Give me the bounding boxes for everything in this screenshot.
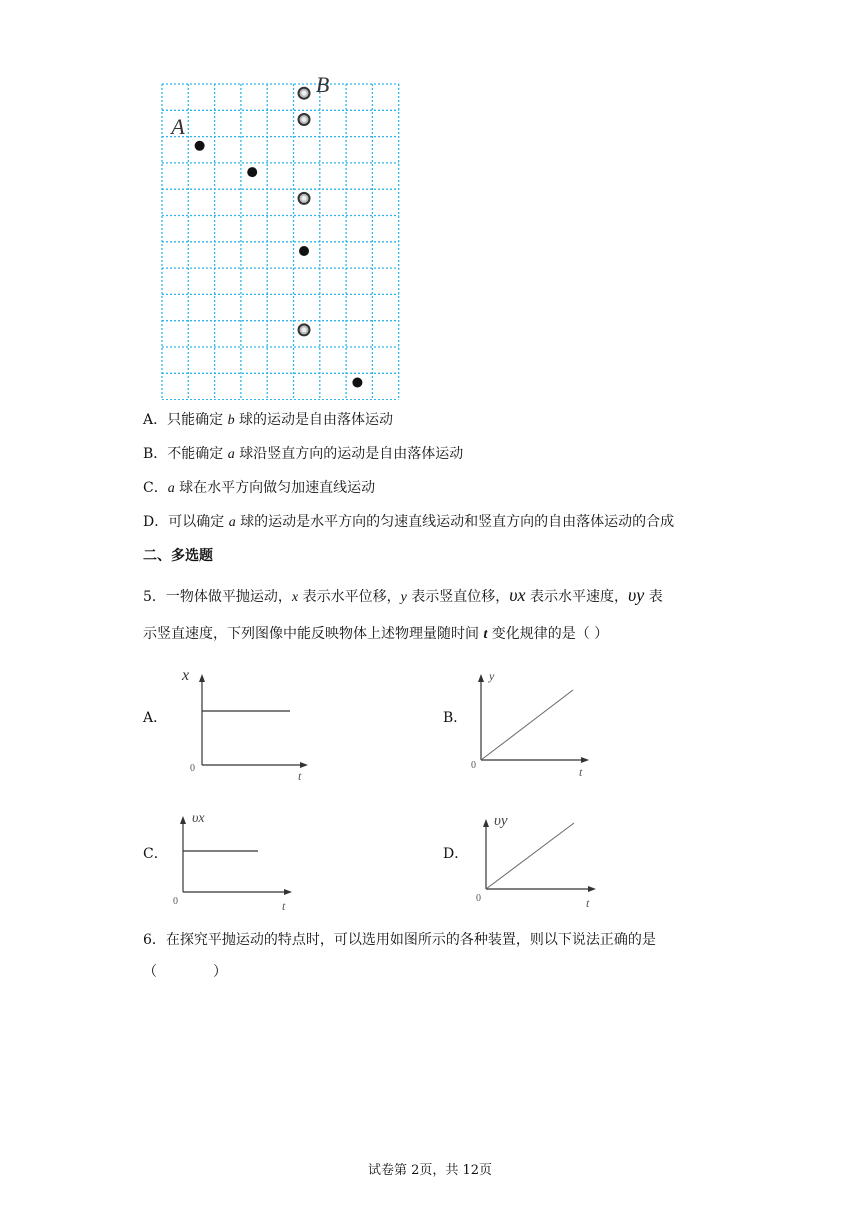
ball-a-icon xyxy=(247,167,257,177)
ball-a-icon xyxy=(299,246,309,256)
option-text-post: 球的运动是自由落体运动 xyxy=(234,412,394,428)
x-axis-arrow xyxy=(284,889,292,895)
option-letter: A． xyxy=(143,412,168,428)
label-a: A xyxy=(171,113,185,139)
graph-c xyxy=(168,800,303,915)
option-text-post: 球沿竖直方向的运动是自由落体运动 xyxy=(234,446,464,462)
q4-option-a xyxy=(143,410,393,431)
graph-b-letter: B． xyxy=(443,710,468,726)
option-letter: C． xyxy=(143,480,168,496)
q5-line-2 xyxy=(143,624,608,645)
option-text-pre: 只能确定 xyxy=(167,412,228,428)
option-text-post: 球的运动是水平方向的匀速直线运动和竖直方向的自由落体运动的合成 xyxy=(235,514,675,530)
option-letter: D． xyxy=(143,514,169,530)
q5-var-x: x xyxy=(291,590,299,605)
q6-line-2: （ ） xyxy=(143,964,227,980)
y-axis-arrow xyxy=(483,819,489,827)
x-axis-label: t xyxy=(579,765,583,779)
q5-text: 表示竖直位移， xyxy=(406,589,510,605)
x-axis-arrow xyxy=(300,762,308,768)
strobe-grid-figure xyxy=(150,70,420,400)
q4-option-b xyxy=(143,444,463,465)
option-var: a xyxy=(228,515,236,530)
option-text-pre: 可以确定 xyxy=(168,514,229,530)
x-axis-label: t xyxy=(282,899,286,913)
x-axis-label: t xyxy=(586,896,590,910)
graph-a xyxy=(170,660,320,785)
y-axis-label: υx xyxy=(192,811,205,826)
ball-b-highlight-icon xyxy=(302,327,307,332)
y-axis-label: y xyxy=(489,669,495,683)
x-axis-arrow xyxy=(581,757,589,763)
option-text-post: 球在水平方向做匀加速直线运动 xyxy=(174,480,376,496)
q5-var-y: y xyxy=(400,590,407,605)
q5-text: 示竖直速度，下列图像中能反映物体上述物理量随时间 xyxy=(143,626,484,642)
y-axis-arrow xyxy=(180,816,186,824)
q5-var-t: t xyxy=(483,627,488,642)
ball-a-icon xyxy=(195,141,205,151)
q5-line-1 xyxy=(143,585,663,608)
grid-svg xyxy=(150,70,420,400)
q5-text: 表示水平速度， xyxy=(525,589,628,605)
ball-b-highlight-icon xyxy=(302,117,307,122)
label-b: B xyxy=(315,71,330,97)
option-var: a xyxy=(227,447,235,462)
origin-label: 0 xyxy=(173,896,178,907)
origin-label: 0 xyxy=(190,763,195,774)
graph-line xyxy=(481,690,573,760)
graph-c-letter: C． xyxy=(143,846,168,862)
x-axis-arrow xyxy=(588,886,596,892)
ball-a-icon xyxy=(352,378,362,388)
ball-b-highlight-icon xyxy=(302,196,307,201)
y-axis-label: υy xyxy=(494,813,508,829)
q5-var-vx: υx xyxy=(509,585,526,605)
q5-text: 表示水平位移， xyxy=(298,589,401,605)
graph-b xyxy=(465,660,595,785)
graph-d-letter: D． xyxy=(443,846,469,862)
q5-text: 5．一物体做平抛运动， xyxy=(143,589,292,605)
option-var: a xyxy=(167,481,175,496)
origin-label: 0 xyxy=(471,760,476,771)
ball-b-highlight-icon xyxy=(302,91,307,96)
q4-option-d xyxy=(143,512,674,533)
q5-text: 表 xyxy=(644,589,663,605)
q5-var-vy: υy xyxy=(627,585,645,605)
y-axis-arrow xyxy=(199,674,205,682)
origin-label: 0 xyxy=(476,893,481,904)
graph-a-letter: A． xyxy=(143,710,168,726)
q5-text: 变化规律的是（ ） xyxy=(487,626,609,642)
page-footer: 试卷第 2页，共 12页 xyxy=(367,1163,493,1178)
y-axis-arrow xyxy=(478,674,484,682)
x-axis-label: t xyxy=(298,769,302,783)
y-axis-label: x xyxy=(182,667,190,684)
option-var: b xyxy=(227,413,235,428)
graph-d xyxy=(470,805,600,915)
option-text-pre: 不能确定 xyxy=(167,446,228,462)
section-heading: 二、多选题 xyxy=(143,548,213,564)
option-letter: B． xyxy=(143,446,168,462)
q6-line-1: 6．在探究平抛运动的特点时，可以选用如图所示的各种装置，则以下说法正确的是 xyxy=(143,932,656,948)
q4-option-c xyxy=(143,478,375,499)
graph-line xyxy=(486,823,574,889)
